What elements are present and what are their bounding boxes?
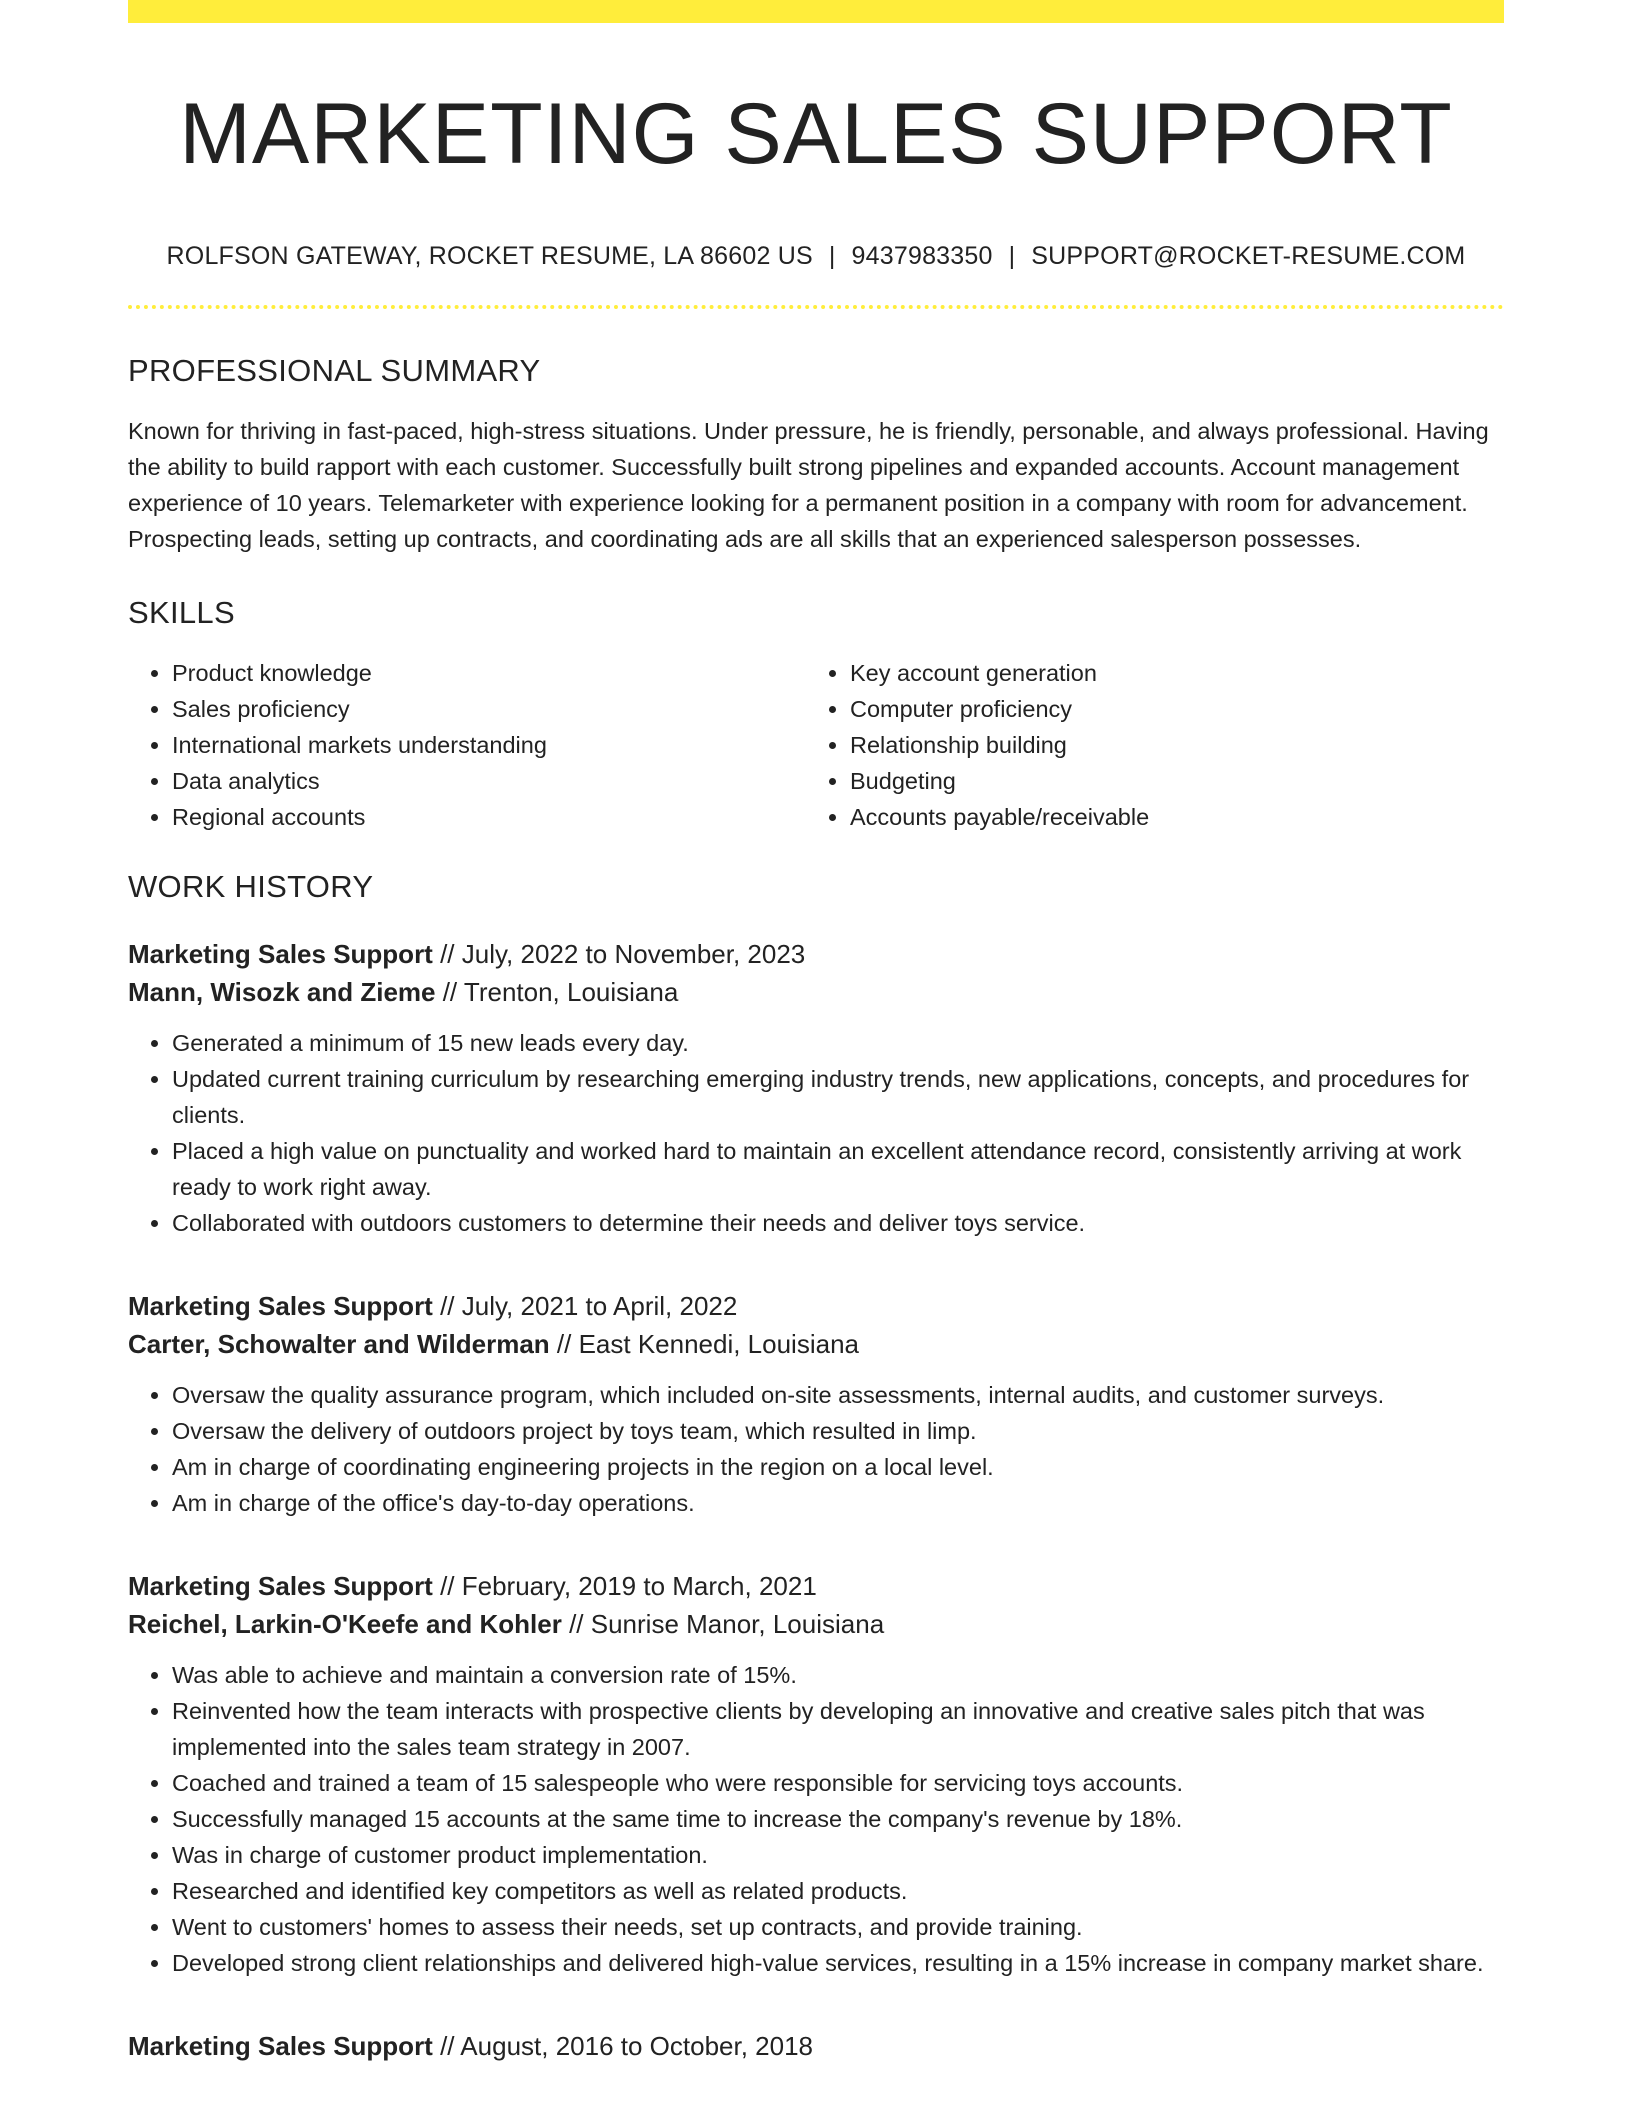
job-company-line bbox=[128, 973, 1504, 1011]
job-header bbox=[128, 935, 1504, 1011]
phone: 9437983350 bbox=[851, 241, 993, 270]
resume-title: MARKETING SALES SUPPORT bbox=[179, 86, 1453, 182]
job-entry bbox=[128, 2027, 1504, 2065]
job-role: Marketing Sales Support bbox=[128, 1290, 433, 1321]
job-dates: // July, 2022 to November, 2023 bbox=[432, 938, 806, 969]
job-entry bbox=[128, 1287, 1504, 1521]
job-company: Mann, Wisozk and Zieme bbox=[128, 976, 436, 1007]
job-header bbox=[128, 2027, 1504, 2065]
job-company-line bbox=[128, 1325, 1504, 1363]
job-bullet: • Collaborated with outdoors customers to determine their needs and deliver toys service. bbox=[172, 1205, 1504, 1241]
skills-grid bbox=[128, 655, 1504, 835]
job-bullets bbox=[128, 1657, 1504, 1981]
job-bullet: • Was able to achieve and maintain a conversion rate of 15%. bbox=[172, 1657, 1504, 1693]
job-bullet: • Am in charge of the office's day-to-day operations. bbox=[172, 1485, 1504, 1521]
job-bullet: • Oversaw the delivery of outdoors project by toys team, which resulted in limp. bbox=[172, 1413, 1504, 1449]
address: ROLFSON GATEWAY, ROCKET RESUME, LA 86602 US bbox=[166, 241, 813, 270]
separator: | bbox=[1008, 241, 1016, 270]
summary-text: Known for thriving in fast-paced, high-stress situations. Under pressure, he is friendly, personable, and always professional. Having the ability to build rapport with each customer. Successfully built strong pipelines and expanded accounts. Account management experience of 10 years. Telemarketer with experience looking for a permanent position in a company with room for advancement. Prospecting leads, setting up contracts, and coordinating ads are all skills that an experienced salesperson possesses. bbox=[128, 417, 1489, 552]
job-bullet: • Coached and trained a team of 15 salespeople who were responsible for servicing toys accounts. bbox=[172, 1765, 1504, 1801]
job-role-line bbox=[128, 2027, 1504, 2065]
job-bullet: • Generated a minimum of 15 new leads every day. bbox=[172, 1025, 1504, 1061]
job-entry bbox=[128, 935, 1504, 1241]
contact-line bbox=[128, 242, 1504, 271]
job-bullets bbox=[128, 1025, 1504, 1241]
job-location: // Trenton, Louisiana bbox=[435, 976, 679, 1007]
job-company: Reichel, Larkin-O'Keefe and Kohler bbox=[128, 1608, 562, 1639]
job-bullet: • Successfully managed 15 accounts at the same time to increase the company's revenue by 18%. bbox=[172, 1801, 1504, 1837]
job-role: Marketing Sales Support bbox=[128, 1570, 433, 1601]
skill-item: • Regional accounts bbox=[172, 799, 806, 835]
skill-item: • Relationship building bbox=[850, 727, 1484, 763]
job-bullet: • Am in charge of coordinating engineering projects in the region on a local level. bbox=[172, 1449, 1504, 1485]
job-bullet: • Placed a high value on punctuality and worked hard to maintain an excellent attendance record, consistently arriving at work ready to work right away. bbox=[172, 1133, 1504, 1205]
job-company-line bbox=[128, 1605, 1504, 1643]
job-header bbox=[128, 1567, 1504, 1643]
job-bullet: • Developed strong client relationships and delivered high-value services, resulting in a 15% increase in company market share. bbox=[172, 1945, 1504, 1981]
job-company: Carter, Schowalter and Wilderman bbox=[128, 1328, 550, 1359]
job-bullet: • Was in charge of customer product implementation. bbox=[172, 1837, 1504, 1873]
job-bullets bbox=[128, 1377, 1504, 1521]
job-bullet: • Updated current training curriculum by researching emerging industry trends, new applications, concepts, and procedures for clients. bbox=[172, 1061, 1504, 1133]
job-role-line bbox=[128, 935, 1504, 973]
skills-list-right bbox=[806, 655, 1484, 835]
skills-list-left bbox=[128, 655, 806, 835]
job-bullet: • Went to customers' homes to assess their needs, set up contracts, and provide training. bbox=[172, 1909, 1504, 1945]
skill-item: • Sales proficiency bbox=[172, 691, 806, 727]
skill-item: • Key account generation bbox=[850, 655, 1484, 691]
job-location: // Sunrise Manor, Louisiana bbox=[561, 1608, 885, 1639]
job-role-line bbox=[128, 1287, 1504, 1325]
job-dates: // February, 2019 to March, 2021 bbox=[432, 1570, 817, 1601]
skill-item: • Budgeting bbox=[850, 763, 1484, 799]
skill-item: • Accounts payable/receivable bbox=[850, 799, 1484, 835]
summary-heading: PROFESSIONAL SUMMARY bbox=[128, 352, 541, 388]
skill-item: • Data analytics bbox=[172, 763, 806, 799]
job-dates: // August, 2016 to October, 2018 bbox=[432, 2030, 814, 2061]
resume-page bbox=[128, 0, 1504, 2065]
skill-item: • Computer proficiency bbox=[850, 691, 1484, 727]
skill-item: • Product knowledge bbox=[172, 655, 806, 691]
dotted-divider bbox=[128, 305, 1504, 309]
job-bullet: • Reinvented how the team interacts with prospective clients by developing an innovative and creative sales pitch that was implemented into the sales team strategy in 2007. bbox=[172, 1693, 1504, 1765]
separator: | bbox=[828, 241, 836, 270]
job-location: // East Kennedi, Louisiana bbox=[549, 1328, 859, 1359]
job-entry bbox=[128, 1567, 1504, 1981]
work-history-heading: WORK HISTORY bbox=[128, 868, 374, 904]
job-role: Marketing Sales Support bbox=[128, 938, 433, 969]
job-role-line bbox=[128, 1567, 1504, 1605]
skill-item: • International markets understanding bbox=[172, 727, 806, 763]
job-bullet: • Oversaw the quality assurance program, which included on-site assessments, internal audits, and customer surveys. bbox=[172, 1377, 1504, 1413]
accent-bar bbox=[128, 0, 1504, 23]
job-header bbox=[128, 1287, 1504, 1363]
email: SUPPORT@ROCKET-RESUME.COM bbox=[1031, 241, 1466, 270]
skills-heading: SKILLS bbox=[128, 594, 235, 630]
job-bullet: • Researched and identified key competitors as well as related products. bbox=[172, 1873, 1504, 1909]
job-role: Marketing Sales Support bbox=[128, 2030, 433, 2061]
job-dates: // July, 2021 to April, 2022 bbox=[432, 1290, 738, 1321]
